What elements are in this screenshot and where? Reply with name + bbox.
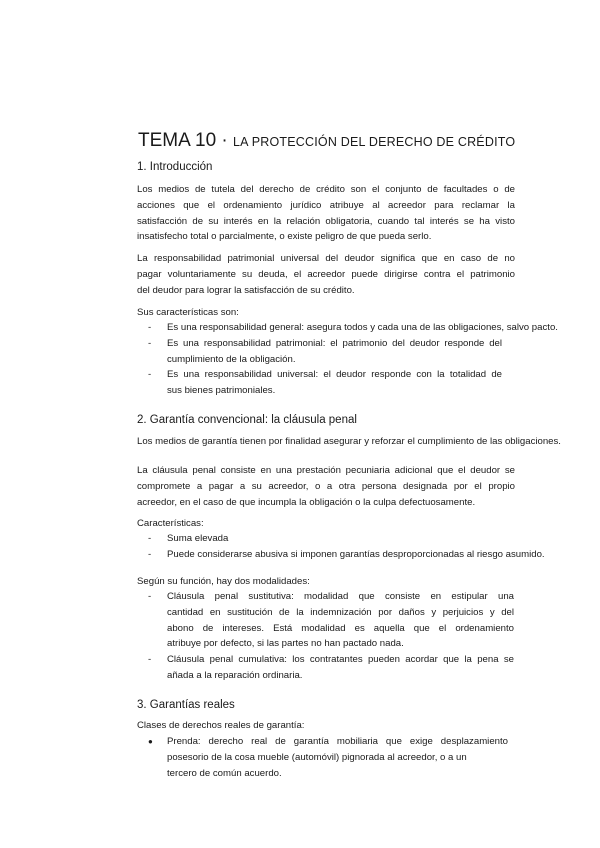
list-caracteristicas bbox=[148, 531, 568, 563]
text-line: abono de intereses. Está modalidad es aquella que el ordenamiento bbox=[167, 622, 514, 634]
section-heading-garantias-reales: 3. Garantías reales bbox=[137, 699, 235, 711]
text-line: tercero de común acuerdo. bbox=[167, 767, 282, 779]
label-segun-funcion: Según su función, hay dos modalidades: bbox=[137, 576, 310, 587]
page-title bbox=[138, 129, 515, 154]
text-line: del deudor para lograr la satisfacción de su crédito. bbox=[137, 284, 355, 296]
paragraph-garantia-2 bbox=[137, 463, 515, 510]
text-line: Suma elevada bbox=[167, 533, 229, 544]
dash-bullet: - bbox=[148, 322, 152, 333]
title-main: TEMA 10 · bbox=[138, 130, 234, 151]
list-item bbox=[148, 367, 502, 399]
label-clases-reales: Clases de derechos reales de garantía: bbox=[137, 720, 305, 731]
label-caracteristicas: Características: bbox=[137, 518, 204, 529]
text-line: Es una responsabilidad universal: el deudor responde con la totalidad de bbox=[167, 369, 502, 381]
list-item bbox=[148, 652, 514, 684]
list-item bbox=[148, 547, 568, 563]
dash-bullet: - bbox=[148, 533, 152, 544]
text-line: compromete a pagar a su acreedor, o a otra persona designada por el propio bbox=[137, 480, 515, 492]
list-item bbox=[148, 734, 508, 781]
text-line: Prenda: derecho real de garantía mobiliaria que exige desplazamiento bbox=[167, 736, 508, 747]
dash-bullet: - bbox=[148, 548, 152, 560]
section-heading-clausula-penal: 2. Garantía convencional: la cláusula penal bbox=[137, 414, 357, 426]
text-line: Los medios de garantía tienen por finalidad asegurar y reforzar el cumplimiento de las obligaciones. bbox=[137, 436, 561, 447]
paragraph-intro-2 bbox=[137, 251, 515, 298]
text-line: acreedor, en el caso de que incumpla la obligación o la culpa defectuosamente. bbox=[137, 496, 476, 508]
text-line: Es una responsabilidad general: asegura todos y cada una de las obligaciones, salvo pacto. bbox=[167, 322, 558, 333]
circle-bullet: ● bbox=[148, 737, 153, 746]
paragraph-intro-1 bbox=[137, 182, 515, 245]
list-item bbox=[148, 336, 502, 368]
list-item bbox=[148, 531, 568, 547]
text-line: Cláusula penal sustitutiva: modalidad que consiste en estipular una bbox=[167, 591, 514, 602]
text-line: sus bienes patrimoniales. bbox=[167, 385, 276, 397]
text-line: acciones que el ordenamiento jurídico atribuye al acreedor para reclamar la bbox=[137, 199, 515, 211]
text-line: pagar voluntariamente su deuda, el acreedor puede dirigirse contra el patrimonio bbox=[137, 268, 515, 280]
list-item bbox=[148, 320, 558, 336]
list-garantias-reales bbox=[148, 734, 508, 781]
list-modalidades bbox=[148, 589, 514, 684]
text-line: atribuye por defecto, si las partes no han pactado nada. bbox=[167, 638, 404, 650]
text-line: La cláusula penal consiste en una prestación pecuniaria adicional que el deudor se bbox=[137, 465, 515, 476]
dash-bullet: - bbox=[148, 591, 152, 602]
text-line: Es una responsabilidad patrimonial: el patrimonio del deudor responde del bbox=[167, 337, 502, 349]
text-line: Los medios de tutela del derecho de crédito son el conjunto de facultades o de bbox=[137, 184, 515, 195]
text-line: La responsabilidad patrimonial universal del deudor significa que en caso de no bbox=[137, 253, 515, 264]
dash-bullet: - bbox=[148, 369, 152, 381]
paragraph-garantia-1 bbox=[137, 434, 587, 450]
dash-bullet: - bbox=[148, 654, 152, 666]
text-line: insatisfecho total o parcialmente, o existe peligro de que pueda serlo. bbox=[137, 231, 432, 243]
title-sub: LA PROTECCIÓN DEL DERECHO DE CRÉDITO bbox=[233, 135, 516, 149]
text-line: Puede considerarse abusiva si imponen garantías desproporcionadas al riesgo asumido. bbox=[167, 548, 545, 560]
text-line: Cláusula penal cumulativa: los contratantes pueden acordar que la pena se bbox=[167, 654, 514, 666]
dash-bullet: - bbox=[148, 337, 152, 349]
list-item bbox=[148, 589, 514, 652]
text-line: posesorio de la cosa mueble (automóvil) pignorada al acreedor, o a un bbox=[167, 751, 467, 763]
text-line: cumplimiento de la obligación. bbox=[167, 353, 296, 365]
text-line: cantidad en sustitución de la indemnización por daños y perjuicios y del bbox=[167, 606, 514, 618]
label-sus-caracteristicas: Sus características son: bbox=[137, 307, 239, 318]
text-line: satisfacción de su interés en la relación obligatoria, cuando tal interés se ha visto bbox=[137, 215, 515, 227]
section-heading-introduccion: 1. Introducción bbox=[137, 161, 213, 173]
text-line: añada a la reparación ordinaria. bbox=[167, 669, 303, 681]
list-sus-caracteristicas bbox=[148, 320, 558, 399]
